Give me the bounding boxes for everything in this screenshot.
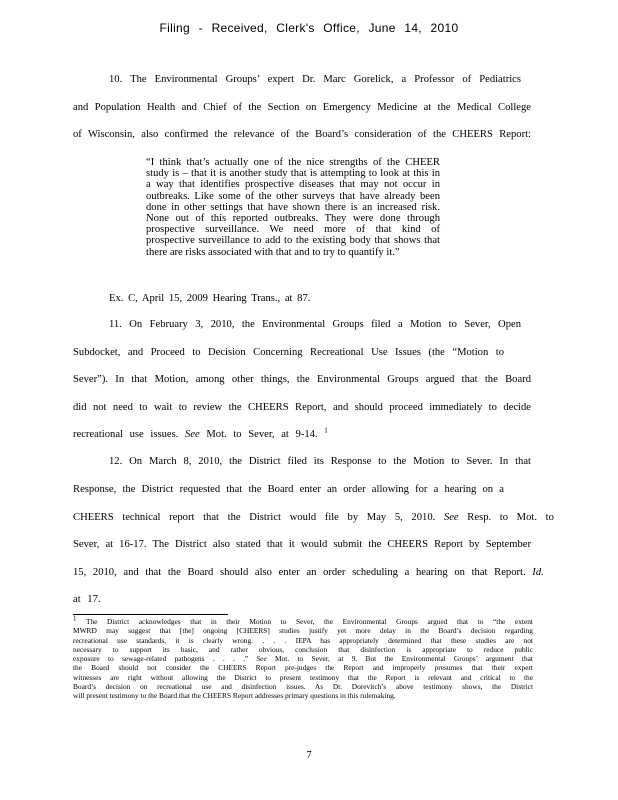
filing-stamp-header: Filing - Received, Clerk's Office, June 14, 2010 — [159, 21, 459, 35]
paragraph-11-line-5: recreational use issues. See Mot. to Sever, at 9-14. $^1$ — [73, 426, 328, 440]
paragraph-12-line-3: CHEERS technical report that the District would file by May 5, 2010. See Resp. to Mot. to — [73, 512, 554, 523]
paragraph-11-line-4: did not need to wait to review the CHEERS Report, and should proceed immediately to decide — [73, 402, 531, 413]
quote-line: done in other settings that have shown there is an increased risk. — [146, 201, 440, 213]
quote-line: a way that identifies prospective diseases that may not occur in — [146, 179, 440, 191]
signal-id: Id. — [532, 567, 544, 578]
footnote-mark: 1 — [73, 614, 77, 623]
testimony-block-quote — [146, 157, 440, 258]
footnote-line: $^1$ The District acknowledges that in their Motion to Sever, the Environmental Groups argued that to “the extent — [73, 614, 533, 626]
footnote-separator — [73, 614, 228, 615]
quote-line: study is – that it is another study that is attempting to look at this in — [146, 168, 440, 180]
paragraph-11-line-2: Subdocket, and Proceed to Decision Concerning Recreational Use Issues (the “Motion to — [73, 347, 504, 358]
footnote-line: exposure to sewage-related pathogens . . . .” See Mot. to Sever, at 9. But the Environmental Groups’ argument that — [73, 654, 533, 664]
paragraph-11-line-1: 11. On February 3, 2010, the Environmental Groups filed a Motion to Sever, Open — [109, 319, 521, 330]
quote-line: prospective surveillance. We need more of that kind of — [146, 224, 440, 236]
quote-line: “I think that’s actually one of the nice strengths of the CHEER — [146, 157, 440, 168]
signal-see: See — [185, 429, 200, 440]
paragraph-12-line-6: at 17. — [73, 594, 101, 605]
citation-line: Ex. C, April 15, 2009 Hearing Trans., at 87. — [109, 293, 311, 304]
paragraph-12-line-5: 15, 2010, and that the Board should also enter an order scheduling a hearing on that Report. Id. — [73, 567, 544, 578]
footnote-line: necessary to support its basic, and rather obvious, conclusion that disinfection is appropriate to reduce public — [73, 644, 533, 654]
paragraph-10-line-3: of Wisconsin, also confirmed the relevance of the Board’s consideration of the CHEERS Report: — [73, 129, 531, 140]
footnote-1 — [73, 614, 533, 701]
paragraph-12-line-2: Response, the District requested that the Board enter an order allowing for a hearing on a — [73, 484, 504, 495]
page-number: 7 — [306, 750, 312, 761]
footnote-line: will present testimony to the Board that the CHEERS Report addresses primary questions in this rulemaking. — [73, 691, 396, 701]
signal-see: See — [443, 512, 459, 523]
paragraph-10-line-2: and Population Health and Chief of the Section on Emergency Medicine at the Medical College — [73, 102, 531, 113]
paragraph-12-line-4: Sever, at 16-17. The District also stated that it would submit the CHEERS Report by September — [73, 539, 531, 550]
footnote-ref-1[interactable]: 1 — [324, 426, 328, 435]
quote-line: prospective surveillance to add to the existing body that shows that — [146, 235, 440, 247]
quote-line: there are risks associated with that and to try to quantify it.” — [146, 246, 400, 258]
footnote-line: the Board should not consider the CHEERS Report pre-judges the Report and improperly presumes that their expert — [73, 663, 533, 673]
footnote-line: recreational use standards, it is clearly wrong. . . . IEPA has appropriately determined that these studies are not — [73, 635, 533, 645]
quote-line: outbreaks. Like some of the other surveys that have already been — [146, 190, 440, 202]
quote-line: None out of this reported outbreaks. They were done through — [146, 212, 440, 224]
paragraph-11-line-3: Sever”). In that Motion, among other things, the Environmental Groups argued that the Board — [73, 374, 531, 385]
footnote-line: Board’s decision on recreational use and disinfection issues. As Dr. Dorevitch’s above testimony shows, the District — [73, 682, 533, 692]
footnote-line: witnesses are right without allowing the District to present testimony that the Report is relevant and critical to the — [73, 672, 533, 682]
footnote-line: MWRD may suggest that [the] ongoing [CHEERS] studies justify yet more delay in the Board’s decision regarding — [73, 626, 533, 636]
paragraph-12-line-1: 12. On March 8, 2010, the District filed its Response to the Motion to Sever. In that — [109, 456, 531, 467]
paragraph-10-line-1: 10. The Environmental Groups’ expert Dr. Marc Gorelick, a Professor of Pediatrics — [109, 74, 521, 85]
